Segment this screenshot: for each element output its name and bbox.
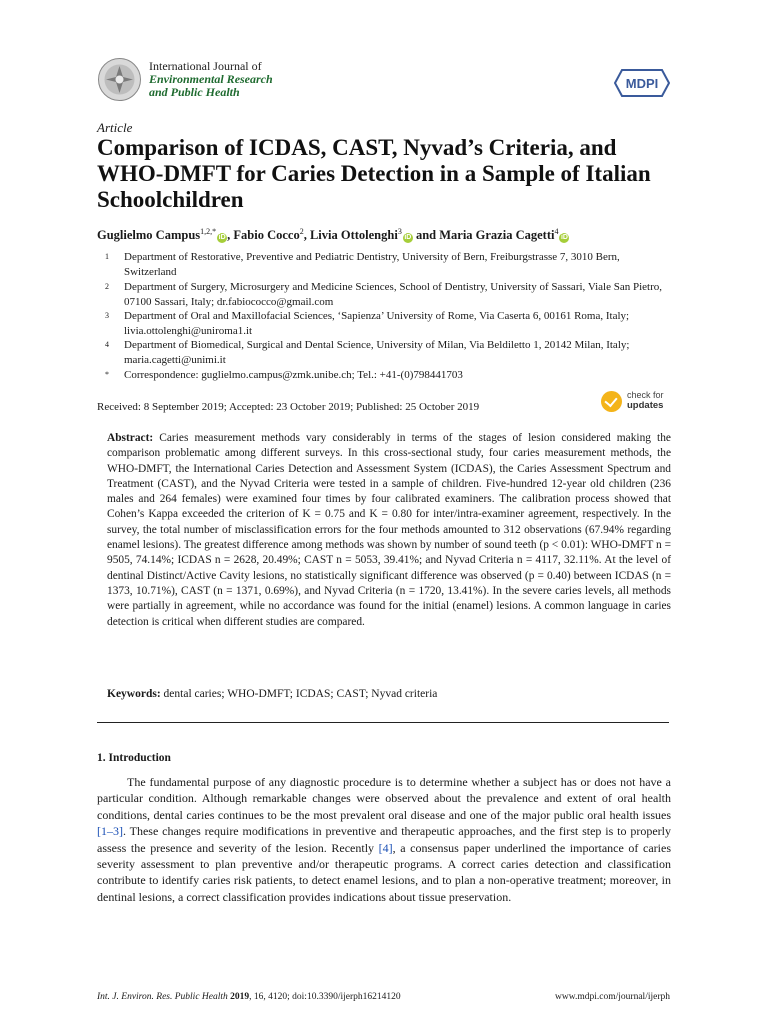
footer-year: 2019 <box>230 992 250 1002</box>
publication-dates: Received: 8 September 2019; Accepted: 23 October 2019; Published: 25 October 2019 <box>97 401 480 413</box>
orcid-icon[interactable]: iD <box>404 234 412 241</box>
citation-link[interactable]: [1–3] <box>97 824 123 839</box>
article-type: Article <box>97 120 133 135</box>
affiliation-number: 3 <box>105 311 109 320</box>
affiliation-number: 2 <box>105 282 109 291</box>
footer-journal-abbrev: Int. J. Environ. Res. Public Health <box>97 992 228 1002</box>
orcid-icon[interactable]: iD <box>218 234 226 241</box>
affiliation-number: * <box>105 370 109 379</box>
intro-paragraph <box>97 774 671 905</box>
author-name: Maria Grazia Cagetti <box>439 228 555 242</box>
affiliation-number: 1 <box>105 252 109 261</box>
author-affiliation-marker: 3 <box>397 227 402 236</box>
paper-title: Comparison of ICDAS, CAST, Nyvad’s Criteria, and WHO-DMFT for Caries Detection in a Sample of Italian Schoolchildren <box>97 135 651 212</box>
check-for-updates-icon <box>601 391 622 412</box>
affiliation-item <box>105 280 670 309</box>
author-separator: , <box>303 228 310 242</box>
mdpi-logo <box>614 68 670 98</box>
journal-name-line1: International Journal of <box>149 59 262 73</box>
author-list <box>97 227 569 243</box>
affiliation-text: Correspondence: guglielmo.campus@zmk.unibe.ch; Tel.: +41-(0)798441703 <box>124 369 463 381</box>
keywords-label: Keywords: <box>107 688 161 700</box>
affiliation-text: Department of Oral and Maxillofacial Sciences, ‘Sapienza’ University of Rome, Via Caserta 6, 00161 Roma, Italy; livia.ottolenghi@uniroma1.it <box>124 310 630 337</box>
affiliation-item <box>105 250 670 279</box>
journal-name-line2: Environmental Research <box>149 72 273 86</box>
intro-text-part1: The fundamental purpose of any diagnostic procedure is to determine whether a subject has or does not have a particular condition. Although remarkable changes were observed about the prevalence and extent of oral health conditions, dental caries continues to be the most prevalent oral disease and one of the major public oral health issues <box>97 775 671 822</box>
author-separator: and <box>412 228 440 242</box>
section-title: 1. Introduction <box>97 752 171 764</box>
footer-citation <box>97 992 401 1002</box>
intro-text-part2: . These changes require modifications in preventive and therapeutic approaches, and the first step is to properly assess the presence and severity of the lesion. Recently <box>97 824 671 855</box>
affiliation-item <box>105 368 670 383</box>
affiliation-text: Department of Surgery, Microsurgery and Medicine Sciences, School of Dentistry, University of Sassari, Viale San Pietro, 07100 Sassari, Italy; dr.fabiococco@gmail.com <box>124 281 663 308</box>
author-separator: , <box>227 228 234 242</box>
affiliation-item <box>105 309 670 338</box>
author-name: Fabio Cocco <box>233 228 300 242</box>
publisher-name: MDPI <box>625 76 659 91</box>
journal-name-line3: and Public Health <box>149 85 240 99</box>
author-affiliation-marker: 1,2,* <box>200 227 217 236</box>
footer-volume-doi: , 16, 4120; doi:10.3390/ijerph16214120 <box>249 992 401 1002</box>
journal-name <box>149 60 273 99</box>
keywords-text: dental caries; WHO-DMFT; ICDAS; CAST; Nyvad criteria <box>163 688 438 700</box>
abstract-text: Caries measurement methods vary considerably in terms of the stages of lesion considered making the comparison problematic among different surveys. In this cross-sectional study, four caries measurement methods, the WHO-DMFT, the International Caries Detection and Assessment System (ICDAS), the Caries Assessment Spectrum and Treatment (CAST), and the Nyvad Criteria were tested in a sample of children. Five-hundred 12-year old children (236 males and 264 females) were examined four times by four calibrated examiners. The calibration process showed that Cohen’s Kappa exceeded the criterion of K = 0.75 and K = 0.80 for inter/intra-examiner agreement, respectively. In the survey, the total number of misclassification errors for the four methods amounted to 312 observations (67.94% regarding enamel lesions). The greatest difference among methods was shown by number of sound teeth (p < 0.01): WHO-DMFT n = 9505, 74.14%; ICDAS n = 2628, 20.49%; CAST n = 5053, 39.41%; and Nyvad Criteria n = 4117, 32.11%. At the level of dentinal Distinct/Active Cavity lesions, no statistically significant difference was observed (p = 0.40) between ICDAS (n = 1373, 10.71%), CAST (n = 1371, 0.69%), and Nyvad Criteria (n = 1720, 13.41%). In the severe caries levels, all methods were partially in agreement, while no accordance was found for the initial (enamel) lesions. A common language in caries detection is critical when different studies are compared. <box>107 432 671 628</box>
check-updates-line2: updates <box>627 400 664 411</box>
abstract-label: Abstract: <box>107 432 154 444</box>
affiliation-text: Department of Restorative, Preventive and Pediatric Dentistry, University of Bern, Freiburgstrasse 7, 3010 Bern, Switzerland <box>124 251 620 278</box>
affiliation-text: Department of Biomedical, Surgical and Dental Science, University of Milan, Via Beldiletto 1, 20142 Milan, Italy; maria.cagetti@unimi.it <box>124 339 630 366</box>
affiliation-number: 4 <box>105 340 109 349</box>
abstract <box>107 431 671 630</box>
citation-link[interactable]: [4] <box>378 840 393 855</box>
keywords <box>107 688 437 700</box>
orcid-icon[interactable]: iD <box>560 234 568 241</box>
footer-url[interactable]: www.mdpi.com/journal/ijerph <box>555 992 670 1002</box>
author-name: Guglielmo Campus <box>97 228 201 242</box>
intro-text-part3: , a consensus paper underlined the importance of caries severity assessment to plan preventive and/or therapeutic programs. A correct caries detection and classification contribute to identify caries risk patients, to detect enamel lesions, and to plan a non-operative treatment; moreover, in dentinal lesions, a correct classification provides indications about tissue preservation. <box>97 840 671 904</box>
check-updates-line1: check for <box>627 390 664 400</box>
journal-logo <box>97 57 142 102</box>
affiliation-item <box>105 338 670 367</box>
section-divider <box>97 722 669 723</box>
author-affiliation-marker: 4 <box>554 227 559 236</box>
author-affiliation-marker: 2 <box>299 227 304 236</box>
author-name: Livia Ottolenghi <box>309 228 398 242</box>
check-for-updates-badge[interactable] <box>601 388 673 414</box>
